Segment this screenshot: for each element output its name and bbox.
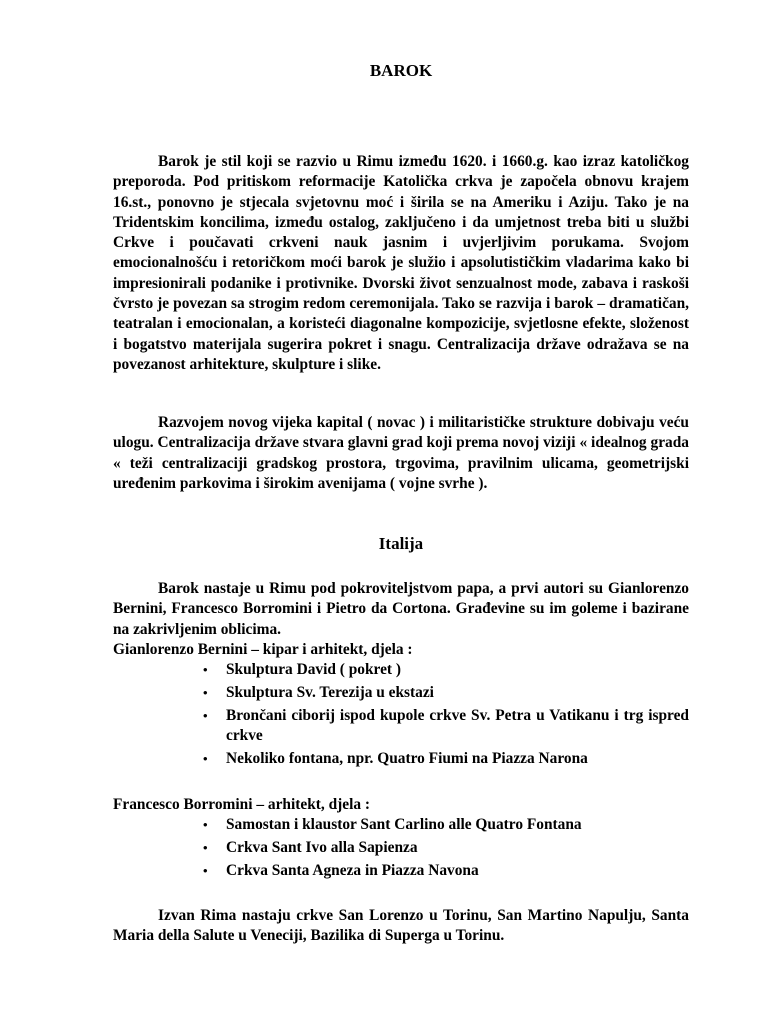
paragraph-outside-rome: Izvan Rima nastaju crkve San Lorenzo u Torinu, San Martino Napulju, Santa Maria della Salute u Veneciji, Bazilika di Superga u Torinu. <box>113 907 689 945</box>
paragraph-bernini-heading: Gianlorenzo Bernini – kipar i arhitekt, djela : <box>113 641 413 658</box>
list-item: • Samostan i klaustor Sant Carlino alle Quatro Fontana <box>202 815 689 835</box>
list-item: • Brončani ciborij ispod kupole crkve Sv. Petra u Vatikanu i trg ispred crkve <box>203 706 689 744</box>
paragraph-borromini-heading: Francesco Borromini – arhitekt, djela : <box>113 796 371 813</box>
bullet-icon: • <box>203 750 208 766</box>
bernini-works-list <box>202 660 689 771</box>
section-title-italija: Italija <box>378 534 424 553</box>
paragraph-rome-origins: Barok nastaje u Rimu pod pokroviteljstvom papa, a prvi autori su Gianlorenzo Bernini, Francesco Borromini i Pietro da Cortona. Građevine su im goleme i bazirane na zakrivljenim oblicima. <box>113 580 689 638</box>
bullet-icon: • <box>203 839 208 855</box>
bullet-icon: • <box>203 817 208 832</box>
bullet-icon: • <box>203 707 208 723</box>
bullet-icon: • <box>203 662 208 677</box>
list-item: • Nekoliko fontana, npr. Quatro Fiumi na Piazza Narona <box>202 749 689 769</box>
paragraph-intro: Barok je stil koji se razvio u Rimu između 1620. i 1660.g. kao izraz katoličkog preporoda. Pod pritiskom reformacije Katolička crkva je započela obnovu krajem 16.st., ponovno je stjecala svjetovnu moć i širila se na Ameriku i Aziju. Tako je na Tridentskim koncilima, između ostalog, zaključeno i da umjetnost treba biti u službi Crkve i poučavati crkveni nauk jasnim i uvjerljivim porukama. Svojom emocionalnošću i retoričkom moći barok je služio i apsolutističkim vladarima kako bi impresionirali podanike i protivnike. Dvorski život senzualnost mode, zabava i raskoši čvrsto je povezan sa strogim redom ceremonijala. Tako se razvija i barok – dramatičan, teatralan i emocionalan, a koristeći diagonalne kompozicije, svjetlosne efekte, složenost i bogatstvo materijala sugerira pokret i snagu. Centralizacija države odražava se na povezanost arhitekture, skulpture i slike. <box>113 153 689 373</box>
list-item: • Crkva Sant Ivo alla Sapienza <box>202 838 689 858</box>
bullet-icon: • <box>203 862 208 878</box>
paragraph-capital: Razvojem novog vijeka kapital ( novac ) i militarističke strukture dobivaju veću ulogu. Centralizacija države stvara glavni grad koji prema novoj viziji « idealnog grada « teži centralizaciji gradskog prostora, trgovima, pravilnim ulicama, geometrijski uređenim parkovima i širokim avenijama ( vojne svrhe ). <box>113 414 689 492</box>
bullet-icon: • <box>203 684 208 700</box>
list-item: • Skulptura David ( pokret ) <box>202 660 689 680</box>
document-title: BAROK <box>369 61 433 80</box>
list-item: • Crkva Santa Agneza in Piazza Navona <box>202 861 689 881</box>
borromini-works-list <box>202 815 689 883</box>
list-item: • Skulptura Sv. Terezija u ekstazi <box>202 683 689 703</box>
